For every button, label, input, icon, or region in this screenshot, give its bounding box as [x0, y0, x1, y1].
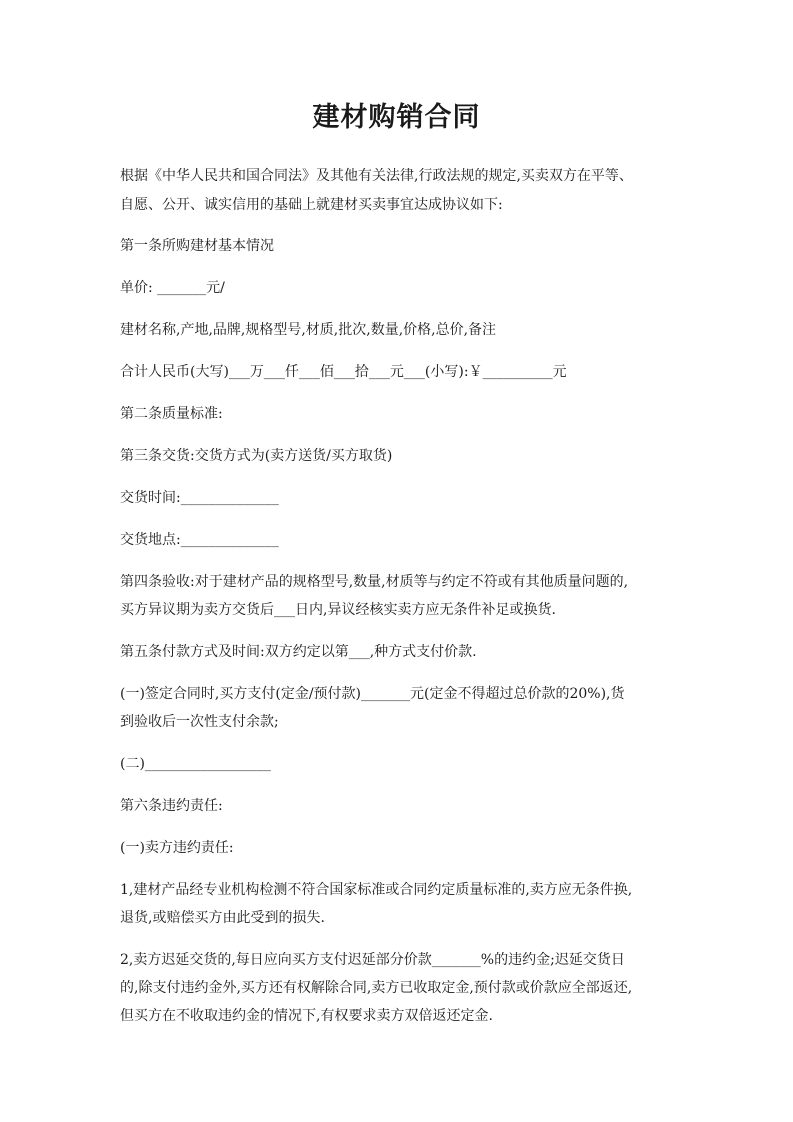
payment-method-1-line-2: 到验收后一次性支付余款; [120, 714, 279, 730]
preamble-line-2: 自愿、公开、诚实信用的基础上就建材买卖事宜达成协议如下: [120, 197, 503, 213]
liability-item-1-line-2: 退货,或赔偿买方由此受到的损失. [120, 910, 325, 926]
total-amount-line: 合计人民币(大写)___万___仟___佰___拾___元___(小写):￥__________元 [120, 364, 567, 380]
article-6-heading: 第六条违约责任: [120, 798, 223, 814]
seller-liability-heading: (一)卖方违约责任: [120, 840, 234, 856]
liability-item-1-line-1: 1,建材产品经专业机构检测不符合国家标准或合同约定质量标准的,卖方应无条件换, [120, 882, 633, 898]
article-3-delivery: 第三条交货:交货方式为(卖方送货/买方取货) [120, 448, 393, 464]
liability-item-2-line-1: 2,卖方迟延交货的,每日应向买方支付迟延部分价款_______%的违约金;迟延交货日 [120, 952, 625, 968]
document-title: 建材购销合同 [312, 102, 481, 133]
payment-method-1-line-1: (一)签定合同时,买方支付(定金/预付款)_______元(定金不得超过总价款的20%),货 [120, 686, 625, 702]
liability-item-2-line-3: 但买方在不收取违约金的情况下,有权要求卖方双倍返还定金. [120, 1008, 493, 1024]
delivery-location-line: 交货地点:______________ [120, 532, 279, 548]
payment-method-2-line: (二)__________________ [120, 756, 271, 772]
article-5-heading: 第五条付款方式及时间:双方约定以第___,种方式支付价款. [120, 644, 477, 660]
delivery-time-line: 交货时间:______________ [120, 490, 279, 506]
liability-item-2-line-2: 的,除支付违约金外,买方还有权解除合同,卖方已收取定金,预付款或价款应全部返还, [120, 980, 633, 996]
article-1-heading: 第一条所购建材基本情况 [120, 238, 274, 254]
article-2-heading: 第二条质量标准: [120, 406, 223, 422]
material-fields-line: 建材名称,产地,品牌,规格型号,材质,批次,数量,价格,总价,备注 [120, 322, 497, 338]
article-4-line-1: 第四条验收:对于建材产品的规格型号,数量,材质等与约定不符或有其他质量问题的, [120, 574, 629, 590]
preamble-line-1: 根据《中华人民共和国合同法》及其他有关法律,行政法规的规定,买卖双方在平等、 [120, 168, 633, 184]
article-4-line-2: 买方异议期为卖方交货后___日内,异议经核实卖方应无条件补足或换货. [120, 602, 556, 618]
unit-price-line: 单价: _______元/ [120, 280, 225, 296]
